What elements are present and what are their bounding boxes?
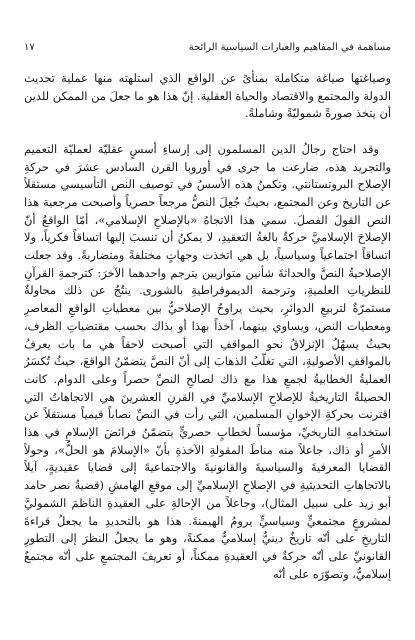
paragraph: وقد احتاج رجالُ الدين المسلمون إلى إرساءِ أسسٍ عقليّة لعمليّة التعميم والتجريد هذه، ضارعت ما جرى في أوروبا القرن السادس عشرَ في حركةِ الإصلاح البروتستانتي. وتكمنُ هذه الأسسُ في توصيف النص التأسيسي مستقلاً عن التاريخ وعن المجتمع، بحيثُ جُعِلَ النصُّ مرجعاً حصرياً وأصبحت مرجعية هذا النص القولَ الفصلَ. سمي هذا الاتجاهُ «بالإصلاحِ الإسلامي»، أمّا الواقعُ أنّ الإصلاحَ الإسلاميَّ حركةٌ بالغةُ التعقيدِ، لا يمكنُ أن تنسبَ إليها اتساقاً فكرياً، ولا اتساقاً اجتماعياً وسياسياً، بل هي اتخذت وجهاتٍ مختلفةً ومتضاربةً. وقد جعلت الإصلاحيةُ النصَّ والحداثةَ شأنين متوازيين يترجم واحدهما الآخرَ: كترجمةِ القرآنِ للنظرياتِ العلميةِ، وترجمة الديموقراطيةِ بالشورى. ينتُجُ عن ذلك محاولةٌ مستمرّةٌ لتربيعِ الدوائرِ، بحيث يراوحُ الإصلاحيُّ بين معطياتِ الواقعِ المعاصرِ ومعطيات النص، ويساوي بينهما، آخذاً بهذا أو بذاك بحسب مقتضياتِ الظرف، بحيثُ يسهُلُ الإنزلاقُ نحو المواقفِ التي أصبحت لاحقاً هي ما بات يعرفُ بالمواقفِ الأصوليةِ، التي تغلّبُ الذهابَ إلى أنّ النصَّ يتضمّنُ الواقعَ، حيثُ تُكسَرُ العمليةُ الخطابيةُ لجمعِ هذا مع ذاك لصالحِ النصِّ حصراً وعلى الدوام. كانت الحصيلةُ التاريخيةُ للإصلاحِ الإسلاميِّ في القرنِ العشرينَ هي الاتجاهاتُ التي اقترنت بحركةِ الإخوانِ المسلمين، التي رأت في النصِّ نصاباً قيمياً مستقلاً عن استخدامهِ التاريخيِّ، مؤسساً لخطابٍ حصريٍّ يتضمّنُ فرائضَ الإسلامِ في هذا الأمرِ أو ذاك، جاعلاً منه مناطَ المقولةِ الآخذةِ بأنّ «الإسلامَ هو الحلُّ»، وحولاً القضايا المعرفيةَ والسياسيةَ والقانونيةَ والاجتماعيةَ إلى قضايا عقيديةٍ، آيلاً بالاتجاهاتِ التحديثيةِ في الإصلاحِ الإسلاميِّ إلى موقعِ الهامشِ (قضيةُ نصر حامد أبو زيد على سبيل المثال)، وجاعلاً من الإحالةِ على العقيدةِ الناظمَ الشموليَّ لمشروعٍ مجتمعيٍّ وسياسيٍّ يرومُ الهيمنةَ. هذا هو بالتحديدِ ما يجعلُ قراءةَ التاريخِ على أنّه تاريخٌ دينيٌّ إسلاميٌّ ممكنةً، وهو ما يجعلُ النظرَ إلى التطورِ القانونيِّ على أنّه حركةٌ في العقيدةِ ممكناً، أو تعريفَ المجتمعِ على أنّه مجتمعٌ إسلاميٌّ، وتصوّرَه على أنّه	[24, 141, 391, 581]
page-number: ١٧	[24, 42, 35, 53]
running-title: مساهمة في المفاهيم والعبارات السياسية الرائجة	[188, 42, 391, 53]
paragraph: وصياغتها صياغة متكاملة بمنأىً عن الواقع الذي استلهته منها عملية تحديث الدولة والمجتمع والاقتصاد والحياة العقلية. إنّ هذا هو ما جعلَ من الممكن للدين أن يتخذ صورةً شموليّةً وشاملةً.	[24, 71, 391, 121]
body-text	[24, 70, 391, 583]
running-header	[24, 42, 391, 58]
